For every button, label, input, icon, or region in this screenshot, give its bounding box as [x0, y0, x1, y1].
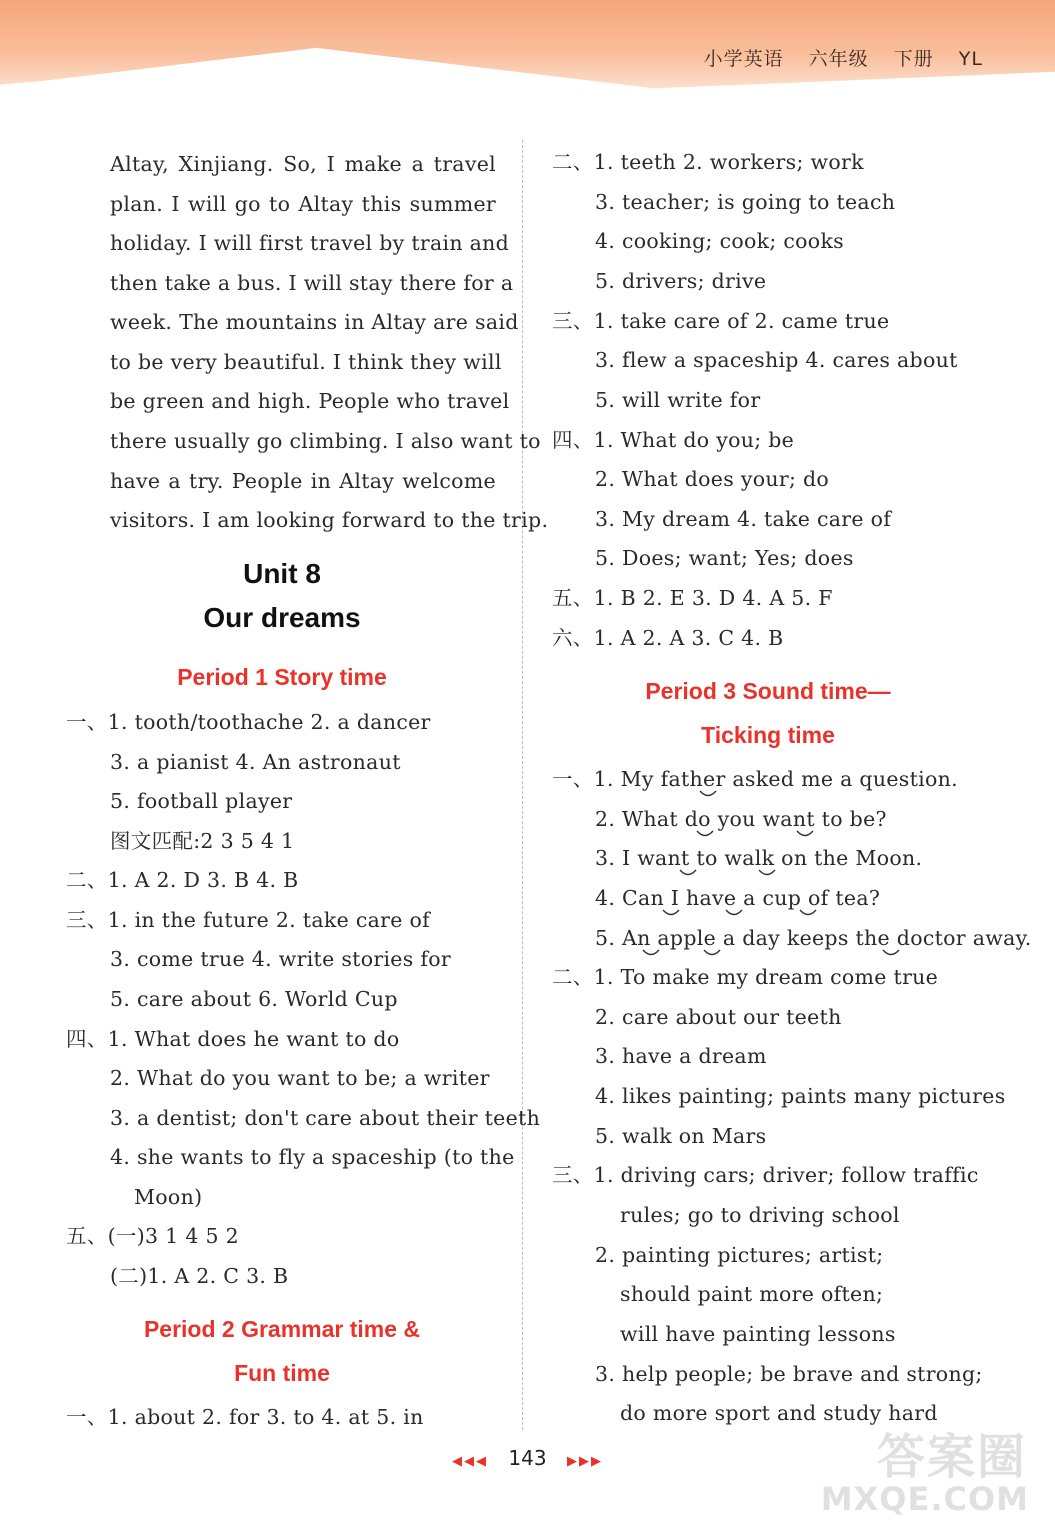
passage-line: to be very beautiful. I think they will — [110, 350, 502, 374]
period-3-heading: Period 3 Sound time— — [645, 678, 891, 704]
passage-line: holiday. I will first travel by train and — [110, 231, 510, 255]
answer-line: 3. flew a spaceship 4. cares about — [595, 348, 958, 372]
answer-line: 四、1. What do you; be — [552, 428, 795, 452]
passage-line: visitors. I am looking forward to the trip. — [110, 508, 549, 532]
passage-line: there usually go climbing. I also want to — [110, 429, 541, 453]
answer-line: 3. My dream 4. take care of — [595, 507, 892, 531]
answer-line: 5. walk on Mars — [595, 1124, 767, 1148]
passage-line: then take a bus. I will stay there for a — [110, 271, 514, 295]
answer-line: 2. care about our teeth — [595, 1005, 842, 1029]
period-3-heading-cont: Ticking time — [701, 722, 835, 748]
answer-line: (二)1. A 2. C 3. B — [110, 1264, 289, 1288]
answer-line: 5. care about 6. World Cup — [110, 987, 398, 1011]
watermark-cn: 答案圈 — [876, 1429, 1027, 1485]
passage-line: plan. I will go to Altay this summer — [110, 192, 496, 216]
passage-line: be green and high. People who travel — [110, 389, 510, 413]
answer-line: should paint more often; — [620, 1282, 884, 1306]
answer-line: 3. have a dream — [595, 1044, 767, 1068]
answer-line: 四、1. What does he want to do — [66, 1027, 400, 1051]
grade: 六年级 — [808, 48, 869, 70]
answer-line: 三、1. driving cars; driver; follow traffic — [552, 1163, 979, 1187]
answer-line: 2. What do you want to be; a writer — [110, 1066, 490, 1090]
answer-line: 4. she wants to fly a spaceship (to the — [110, 1145, 515, 1169]
watermark-en: MXQE.COM — [820, 1480, 1029, 1518]
column-divider — [522, 140, 523, 1430]
answer-line: 二、1. teeth 2. workers; work — [552, 150, 864, 174]
answer-line: 图文匹配:2 3 5 4 1 — [110, 829, 295, 853]
answer-line: 三、1. take care of 2. came true — [552, 309, 890, 333]
answer-line: 二、1. A 2. D 3. B 4. B — [66, 868, 299, 892]
passage-line: Altay, Xinjiang. So, I make a travel — [110, 152, 496, 176]
unit-title: Unit 8 — [243, 558, 321, 589]
answer-line: 5. drivers; drive — [595, 269, 767, 293]
period-2-heading-cont: Fun time — [234, 1360, 330, 1386]
answer-line: 4. likes painting; paints many pictures — [595, 1084, 1006, 1108]
answer-line: 5. football player — [110, 789, 293, 813]
answer-line: 3. a dentist; don't care about their teeth — [110, 1106, 541, 1130]
answer-line: will have painting lessons — [620, 1322, 896, 1346]
answer-line: rules; go to driving school — [620, 1203, 900, 1227]
answer-line: 五、(一)3 1 4 5 2 — [66, 1224, 239, 1248]
period-1-heading: Period 1 Story time — [177, 664, 387, 690]
passage-line: have a try. People in Altay welcome — [110, 469, 496, 493]
answer-line: 2. painting pictures; artist; — [595, 1243, 884, 1267]
answer-line: 5. Does; want; Yes; does — [595, 546, 854, 570]
page-number: 143 — [508, 1446, 547, 1470]
period-2-heading: Period 2 Grammar time & — [143, 1316, 421, 1342]
answer-line: 一、1. about 2. for 3. to 4. at 5. in — [66, 1405, 424, 1429]
answer-line: Moon) — [134, 1185, 203, 1209]
answer-line: 一、1. My father asked me a question. — [552, 767, 958, 791]
watermark — [820, 1418, 1037, 1528]
answer-line: 5. An apple a day keeps the doctor away. — [595, 926, 1032, 950]
answer-line: 4. Can I have a cup of tea? — [595, 886, 881, 910]
answer-line: 4. cooking; cook; cooks — [595, 229, 844, 253]
edition: YL — [958, 48, 983, 70]
answer-line: 2. What does your; do — [595, 467, 830, 491]
answer-line: 3. help people; be brave and strong; — [595, 1362, 983, 1386]
answer-line: do more sport and study hard — [620, 1401, 938, 1425]
arrows-left-icon: ◀◀◀ — [452, 1454, 489, 1469]
answer-line: 2. What do you want to be? — [595, 807, 887, 831]
answer-line: 一、1. tooth/toothache 2. a dancer — [66, 710, 431, 734]
arrows-right-icon: ▶▶▶ — [566, 1454, 603, 1469]
answer-line: 二、1. To make my dream come true — [552, 965, 939, 989]
answer-line: 五、1. B 2. E 3. D 4. A 5. F — [552, 586, 833, 610]
answer-line: 3. teacher; is going to teach — [595, 190, 896, 214]
answer-line: 3. a pianist 4. An astronaut — [110, 750, 401, 774]
passage-line: week. The mountains in Altay are said — [110, 310, 519, 334]
subject: 小学英语 — [703, 48, 784, 70]
answer-line: 3. come true 4. write stories for — [110, 947, 451, 971]
answer-line: 六、1. A 2. A 3. C 4. B — [552, 626, 784, 650]
answer-line: 5. will write for — [595, 388, 761, 412]
answer-line: 三、1. in the future 2. take care of — [66, 908, 431, 932]
volume: 下册 — [893, 48, 934, 70]
answer-line: 3. I want to walk on the Moon. — [595, 846, 923, 870]
book-info — [686, 44, 983, 71]
unit-subtitle: Our dreams — [203, 602, 361, 633]
